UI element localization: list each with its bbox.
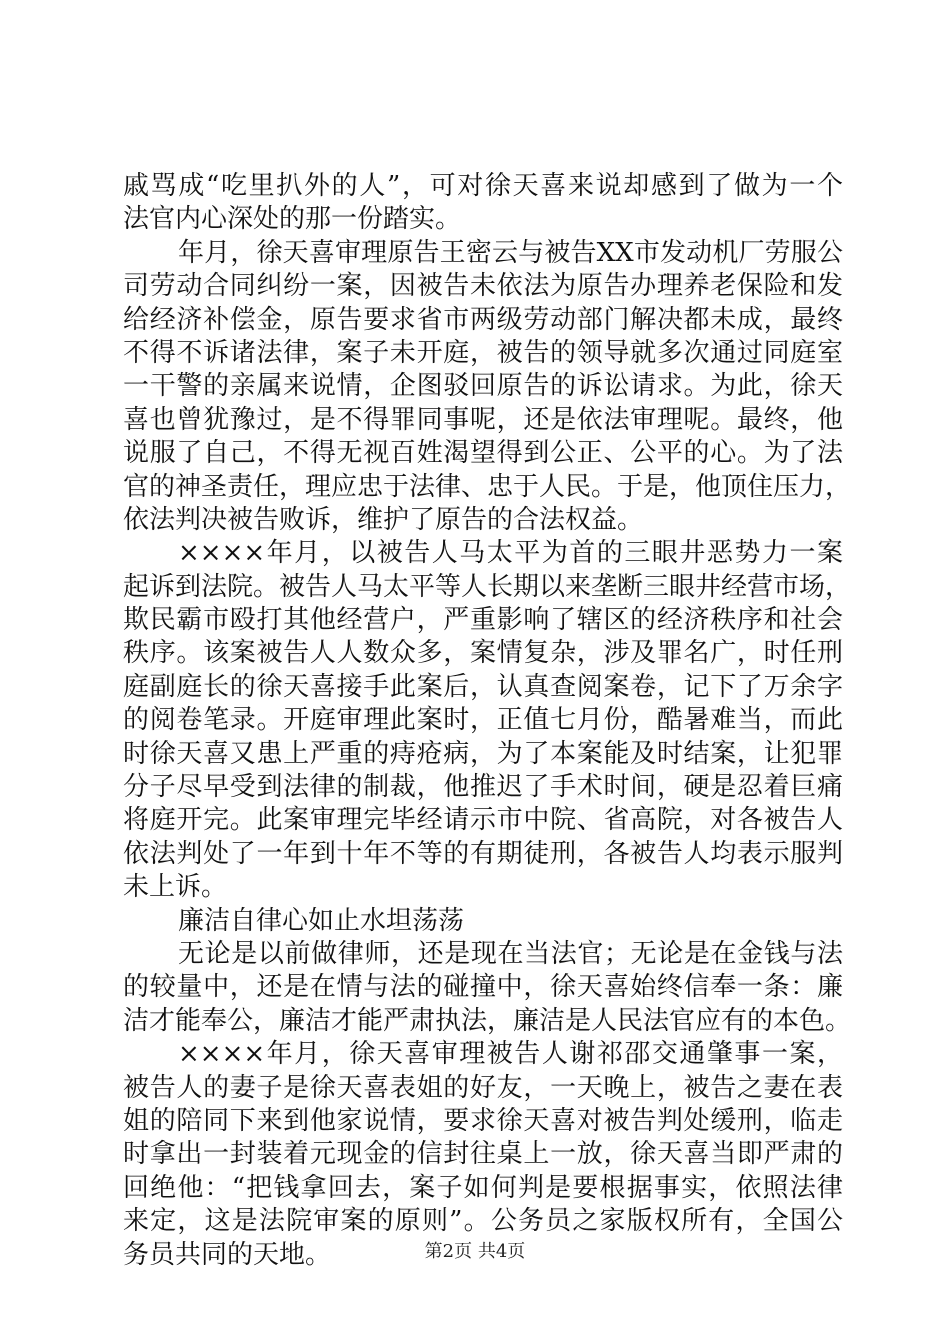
paragraph-line: 回绝他：“把钱拿回去，案子如何判是要根据事实，依照法律: [123, 1172, 843, 1203]
paragraph-line: 将庭开完。此案审理完毕经请示市中院、省高院，对各被告人: [123, 805, 843, 836]
paragraph-line: 依法判决被告败诉，维护了原告的合法权益。: [123, 504, 644, 535]
paragraph-line: 秩序。该案被告人人数众多，案情复杂，涉及罪名广，时任刑: [123, 638, 843, 669]
page-footer: 第2页 共4页: [424, 1241, 526, 1262]
paragraph-line: 不得不诉诸法律，案子未开庭，被告的领导就多次通过同庭室: [123, 337, 843, 368]
paragraph-line: 欺民霸市殴打其他经营户，严重影响了辖区的经济秩序和社会: [123, 605, 843, 636]
paragraph-line: 年月，徐天喜审理原告王密云与被告XX市发动机厂劳服公: [178, 237, 843, 268]
paragraph-line: 洁才能奉公，廉洁才能严肃执法，廉洁是人民法官应有的本色。: [123, 1005, 852, 1036]
paragraph-line: 庭副庭长的徐天喜接手此案后，认真查阅案卷，记下了万余字: [123, 671, 843, 702]
paragraph-line: 喜也曾犹豫过，是不得罪同事呢，还是依法审理呢。最终，他: [123, 404, 843, 435]
paragraph-line: 依法判处了一年到十年不等的有期徒刑，各被告人均表示服判: [123, 838, 843, 869]
paragraph-line: 时徐天喜又患上严重的痔疮病，为了本案能及时结案，让犯罪: [123, 738, 843, 769]
paragraph-line: 起诉到法院。被告人马太平等人长期以来垄断三眼井经营市场，: [123, 571, 852, 602]
paragraph-line: 的较量中，还是在情与法的碰撞中，徐天喜始终信奉一条：廉: [123, 972, 843, 1003]
paragraph-line: 官的神圣责任，理应忠于法律、忠于人民。于是，他顶住压力，: [123, 471, 852, 502]
paragraph-line: 来定，这是法院审案的原则”。公务员之家版权所有，全国公: [123, 1206, 843, 1237]
paragraph-line: 被告人的妻子是徐天喜表姐的好友，一天晚上，被告之妻在表: [123, 1072, 843, 1103]
paragraph-line: 无论是以前做律师，还是现在当法官；无论是在金钱与法: [178, 938, 843, 969]
paragraph-line: ××××年月，徐天喜审理被告人谢祁邵交通肇事一案，: [178, 1039, 843, 1070]
paragraph-line: 给经济补偿金，原告要求省市两级劳动部门解决都未成，最终: [123, 304, 843, 335]
paragraph-line: 法官内心深处的那一份踏实。: [123, 204, 462, 235]
paragraph-line: ××××年月，以被告人马太平为首的三眼井恶势力一案: [178, 538, 843, 569]
paragraph-line: 戚骂成“吃里扒外的人”，可对徐天喜来说却感到了做为一个: [123, 171, 843, 201]
paragraph-line: 姐的陪同下来到他家说情，要求徐天喜对被告判处缓刑，临走: [123, 1105, 843, 1136]
document-body: [123, 170, 852, 1272]
paragraph-line: 务员共同的天地。: [123, 1239, 332, 1270]
paragraph-line: 说服了自己，不得无视百姓渴望得到公正、公平的心。为了法: [123, 438, 843, 469]
paragraph-line: 廉洁自律心如止水坦荡荡: [178, 905, 465, 936]
paragraph-line: 司劳动合同纠纷一案，因被告未依法为原告办理养老保险和发: [123, 271, 843, 302]
paragraph-line: 分子尽早受到法律的制裁，他推迟了手术时间，硬是忍着巨痛: [123, 772, 843, 803]
paragraph-line: 的阅卷笔录。开庭审理此案时，正值七月份，酷暑难当，而此: [123, 705, 843, 736]
paragraph-line: 时拿出一封装着元现金的信封往桌上一放，徐天喜当即严肃的: [123, 1139, 843, 1170]
paragraph-line: 未上诉。: [123, 872, 228, 903]
paragraph-line: 一干警的亲属来说情，企图驳回原告的诉讼请求。为此，徐天: [123, 371, 843, 402]
